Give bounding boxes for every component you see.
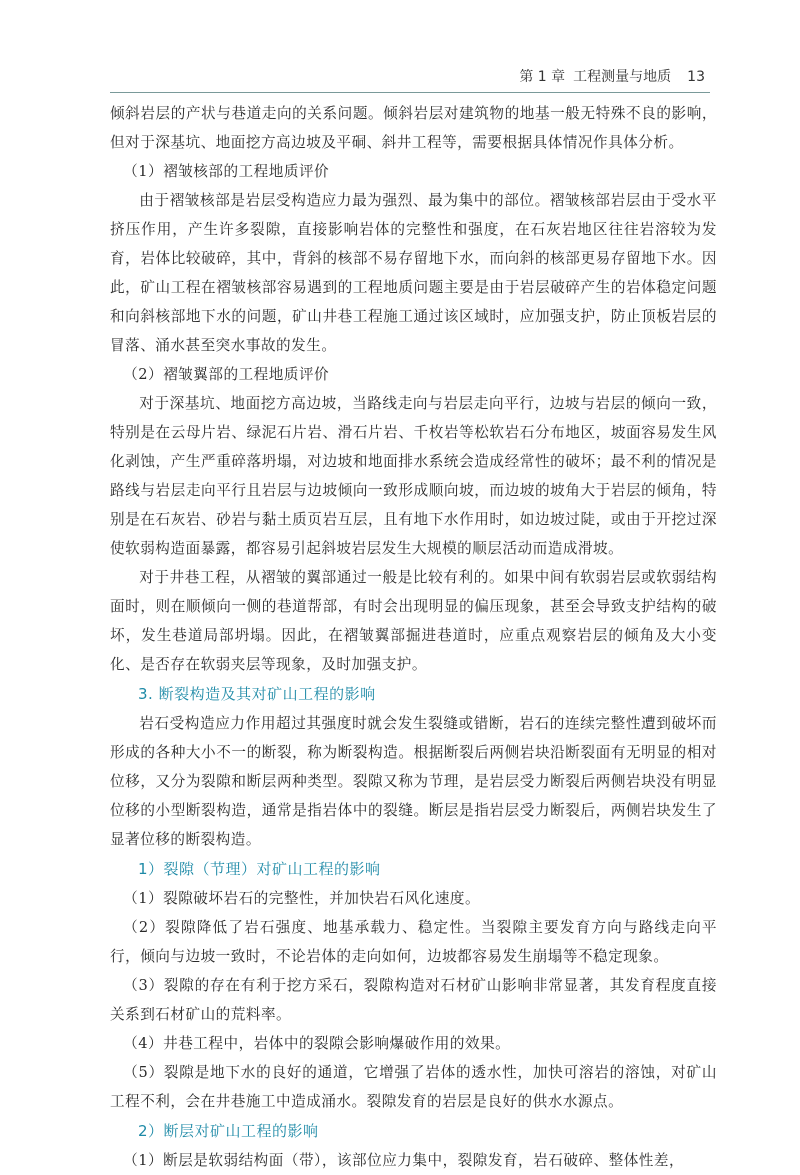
paragraph-fold-limb-tunnel: 对于井巷工程，从褶皱的翼部通过一般是比较有利的。如果中间有软弱岩层或软弱结构面时，则在顺倾向一侧的巷道帮部，有时会出现明显的偏压现象，甚至会导致支护结构的破坏，发生巷道局部坍塌。因此，在褶皱翼部掘进巷道时，应重点观察岩层的倾角及大小变化、是否存在软弱夹层等现象，及时加强支护。: [110, 569, 717, 673]
paragraph-fold-core: 由于褶皱核部是岩层受构造应力最为强烈、最为集中的部位。褶皱核部岩层由于受水平挤压作用，产生许多裂隙，直接影响岩体的完整性和强度，在石灰岩地区往往岩溶较为发育，岩体比较破碎，其中，背斜的核部不易存留地下水，而向斜的核部更易存留地下水。因此，矿山工程在褶皱核部容易遇到的工程地质问题主要是由于岩层破碎产生的岩体稳定问题和向斜核部地下水的问题，矿山井巷工程施工通过该区域时，应加强支护，防止顶板岩层的冒落、涌水甚至突水事故的发生。: [110, 192, 717, 354]
heading-joints: 1）裂隙（节理）对矿山工程的影响: [138, 860, 381, 878]
list-item-3: （3）裂隙的存在有利于挖方采石，裂隙构造对石材矿山影响非常显著，其发育程度直接关系到石材矿山的荒料率。: [110, 977, 717, 1023]
list-item-4: （4）井巷工程中，岩体中的裂隙会影响爆破作用的效果。: [123, 1035, 511, 1052]
header-rule: [110, 92, 710, 93]
list-item-2: （2）裂隙降低了岩石强度、地基承载力、稳定性。当裂隙主要发育方向与路线走向平行，倾向与边坡一致时，不论岩体的走向如何，边坡都容易发生崩塌等不稳定现象。: [110, 919, 717, 965]
chapter-label: 第 1 章: [519, 69, 566, 85]
heading-faults: 2）断层对矿山工程的影响: [138, 1122, 319, 1140]
page-number: 13: [687, 69, 705, 85]
section-heading-fracture: 3. 断裂构造及其对矿山工程的影响: [138, 685, 376, 703]
paragraph-fold-limb-slope: 对于深基坑、地面挖方高边坡，当路线走向与岩层走向平行，边坡与岩层的倾向一致，特别是在云母片岩、绿泥石片岩、滑石片岩、千枚岩等松软岩石分布地区，坡面容易发生风化剥蚀，产生严重碎落坍塌，对边坡和地面排水系统会造成经常性的破坏；最不利的情况是路线与岩层走向平行且岩层与边坡倾向一致形成顺向坡，而边坡的坡角大于岩层的倾角，特别是在石灰岩、砂岩与黏土质页岩互层，且有地下水作用时，如边坡过陡，或由于开挖过深使软弱构造面暴露，都容易引起斜坡岩层发生大规模的顺层活动而造成滑坡。: [110, 395, 717, 557]
running-head: [519, 66, 705, 86]
paragraph-fracture: 岩石受构造应力作用超过其强度时就会发生裂缝或错断，岩石的连续完整性遭到破坏而形成的各种大小不一的断裂，称为断裂构造。根据断裂后两侧岩块沿断裂面有无明显的相对位移，又分为裂隙和断层两种类型。裂隙又称为节理，是岩层受力断裂后两侧岩块没有明显位移的小型断裂构造，通常是指岩体中的裂缝。断层是指岩层受力断裂后，两侧岩块发生了显著位移的断裂构造。: [110, 715, 717, 848]
paragraph-continued: 倾斜岩层的产状与巷道走向的关系问题。倾斜岩层对建筑物的地基一般无特殊不良的影响，但对于深基坑、地面挖方高边坡及平硐、斜井工程等，需要根据具体情况作具体分析。: [110, 105, 717, 151]
page-body: [110, 99, 717, 1175]
chapter-title: 工程测量与地质: [573, 69, 672, 85]
page-header: [0, 0, 800, 94]
subsection-title-fold-limb: （2）褶皱翼部的工程地质评价: [123, 366, 330, 383]
list-item-5: （5）裂隙是地下水的良好的通道，它增强了岩体的透水性，加快可溶岩的溶蚀，对矿山工程不利，会在井巷施工中造成涌水。裂隙发育的岩层是良好的供水水源点。: [110, 1064, 717, 1110]
list-item-fault-1: （1）断层是软弱结构面（带），该部位应力集中，裂隙发育，岩石破碎、整体性差，: [123, 1152, 685, 1169]
list-item-1: （1）裂隙破坏岩石的完整性，并加快岩石风化速度。: [123, 890, 481, 907]
subsection-title-fold-core: （1）褶皱核部的工程地质评价: [123, 163, 330, 180]
